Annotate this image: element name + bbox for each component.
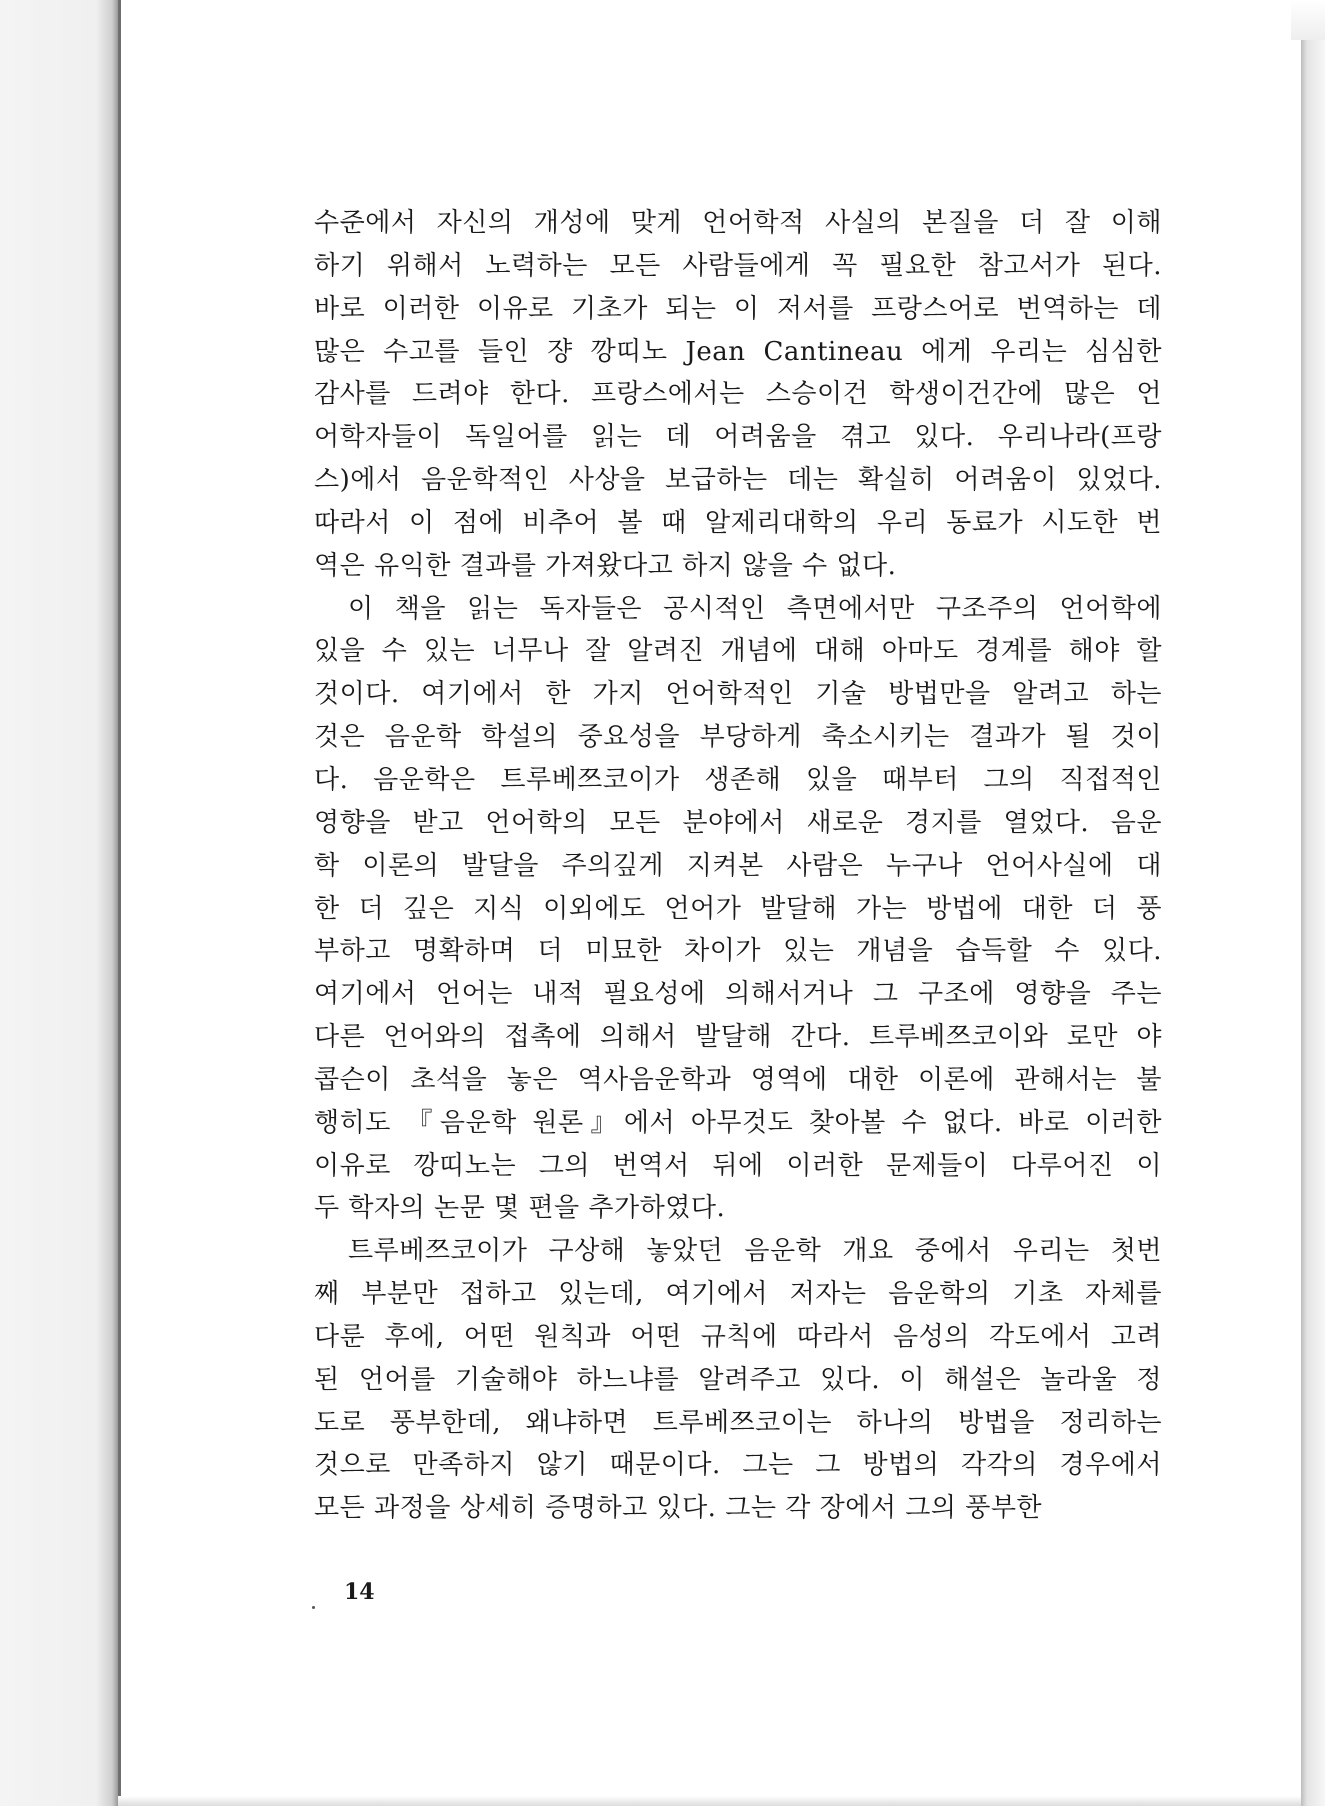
text-line: 여기에서 언어는 내적 필요성에 의해서거나 그 구조에 영향을 주는 (314, 979, 1162, 1010)
paragraph (314, 588, 1162, 1231)
text-line: 콥슨이 초석을 놓은 역사음운학과 영역에 대한 이론에 관해서는 불 (314, 1064, 1162, 1095)
text-line: 도로 풍부한데, 왜냐하면 트루베쯔코이는 하나의 방법을 정리하는 (314, 1407, 1162, 1438)
text-line: 이 책을 읽는 독자들은 공시적인 측면에서만 구조주의 언어학에 (348, 593, 1162, 624)
text-line: 많은 수고를 들인 쟝 깡띠노 Jean Cantineau 에게 우리는 심심한 (314, 336, 1162, 367)
paragraph (314, 202, 1162, 588)
text-line: 역은 유익한 결과를 가져왔다고 하지 않을 수 없다. (314, 550, 897, 581)
page-binding-edge (0, 0, 118, 1806)
scan-speck (312, 1606, 315, 1609)
page-edge-line (118, 0, 121, 1806)
text-line: 모든 과정을 상세히 증명하고 있다. 그는 각 장에서 그의 풍부한 (314, 1493, 1043, 1524)
text-line: 수준에서 자신의 개성에 맞게 언어학적 사실의 본질을 더 잘 이해 (314, 208, 1162, 238)
page-right-edge (1301, 0, 1325, 1806)
text-line: 다룬 후에, 어떤 원칙과 어떤 규칙에 따라서 음성의 각도에서 고려 (314, 1321, 1162, 1352)
paragraph (314, 1230, 1162, 1530)
text-line: 것으로 만족하지 않기 때문이다. 그는 그 방법의 각각의 경우에서 (314, 1450, 1162, 1481)
text-line: 한 더 깊은 지식 이외에도 언어가 발달해 가는 방법에 대한 더 풍 (314, 893, 1162, 924)
text-line: 이유로 깡띠노는 그의 번역서 뒤에 이러한 문제들이 다루어진 이 (314, 1150, 1162, 1181)
text-line: 어학자들이 독일어를 읽는 데 어려움을 겪고 있다. 우리나라(프랑 (314, 422, 1162, 453)
body-text (314, 202, 1162, 1530)
text-line: 바로 이러한 이유로 기초가 되는 이 저서를 프랑스어로 번역하는 데 (314, 293, 1162, 324)
text-line: 된 언어를 기술해야 하느냐를 알려주고 있다. 이 해설은 놀라울 정 (314, 1364, 1162, 1395)
text-line: 것은 음운학 학설의 중요성을 부당하게 축소시키는 결과가 될 것이 (314, 722, 1162, 753)
text-line: 따라서 이 점에 비추어 볼 때 알제리대학의 우리 동료가 시도한 번 (314, 507, 1162, 538)
text-line: 두 학자의 논문 몇 편을 추가하였다. (314, 1193, 726, 1224)
text-line: 트루베쯔코이가 구상해 놓았던 음운학 개요 중에서 우리는 첫번 (348, 1236, 1162, 1267)
text-line: 것이다. 여기에서 한 가지 언어학적인 기술 방법만을 알려고 하는 (314, 679, 1162, 710)
page-bottom-edge (118, 1796, 1301, 1806)
text-line: 영향을 받고 언어학의 모든 분야에서 새로운 경지를 열었다. 음운 (314, 807, 1162, 838)
text-line: 행히도 『음운학 원론』에서 아무것도 찾아볼 수 없다. 바로 이러한 (314, 1107, 1162, 1138)
page-corner (1291, 0, 1325, 40)
text-line: 다른 언어와의 접촉에 의해서 발달해 간다. 트루베쯔코이와 로만 야 (314, 1022, 1162, 1053)
text-line: 학 이론의 발달을 주의깊게 지켜본 사람은 누구나 언어사실에 대 (314, 850, 1162, 881)
text-line: 있을 수 있는 너무나 잘 알려진 개념에 대해 아마도 경계를 해야 할 (314, 636, 1162, 667)
text-line: 다. 음운학은 트루베쯔코이가 생존해 있을 때부터 그의 직접적인 (314, 764, 1162, 795)
text-line: 째 부분만 접하고 있는데, 여기에서 저자는 음운학의 기초 자체를 (314, 1279, 1162, 1310)
text-line: 하기 위해서 노력하는 모든 사람들에게 꼭 필요한 참고서가 된다. (314, 250, 1162, 281)
text-line: 감사를 드려야 한다. 프랑스에서는 스승이건 학생이건간에 많은 언 (314, 379, 1162, 410)
text-line: 스)에서 음운학적인 사상을 보급하는 데는 확실히 어려움이 있었다. (314, 465, 1162, 496)
page-number: 14 (344, 1579, 375, 1605)
text-line: 부하고 명확하며 더 미묘한 차이가 있는 개념을 습득할 수 있다. (314, 936, 1162, 967)
